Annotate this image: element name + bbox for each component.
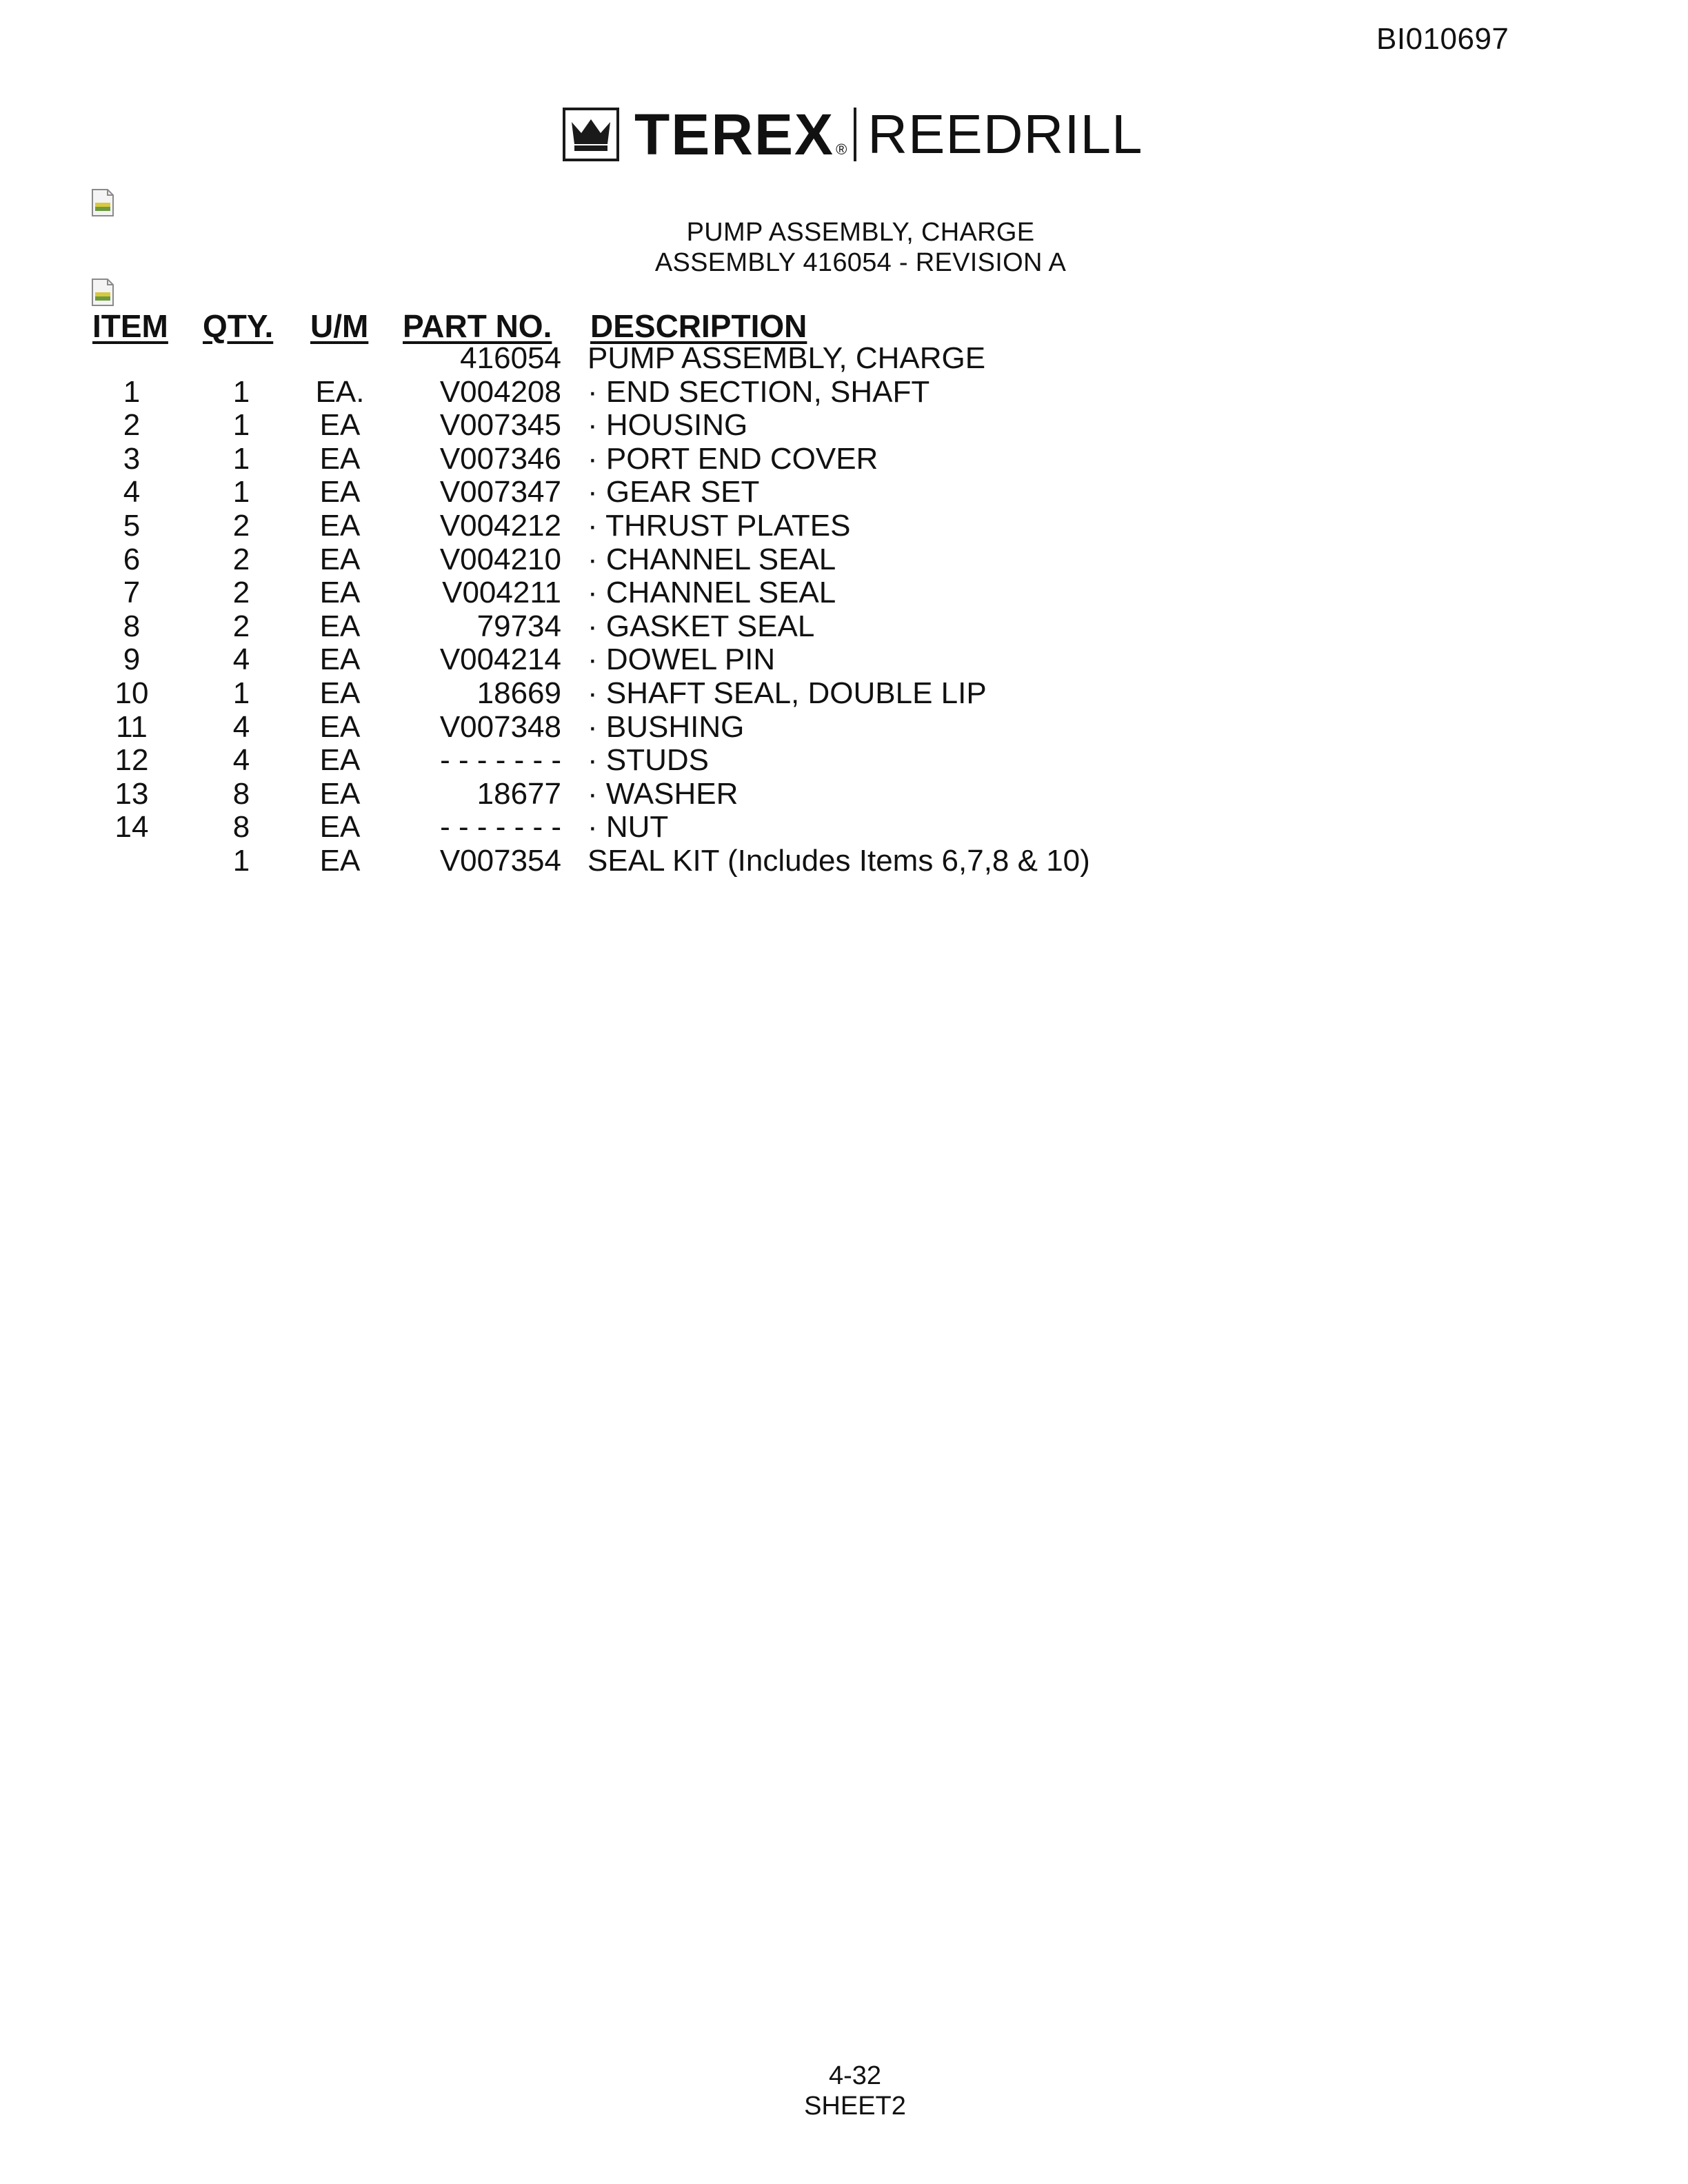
table-row xyxy=(0,476,1688,509)
assembly-title: PUMP ASSEMBLY, CHARGE xyxy=(686,218,1035,247)
qty-cell: 2 xyxy=(232,542,250,576)
description-cell: · THRUST PLATES xyxy=(587,508,851,543)
table-row xyxy=(0,576,1688,610)
table-row xyxy=(0,677,1688,711)
um-cell: EA xyxy=(319,441,361,476)
part-number-cell: - - - - - - - xyxy=(440,743,561,778)
item-cell: 8 xyxy=(123,609,141,643)
description-cell: · GEAR SET xyxy=(587,475,760,509)
terex-reedrill-logo xyxy=(563,103,1143,165)
table-row xyxy=(0,443,1688,476)
item-cell: 10 xyxy=(114,676,149,710)
item-cell: 3 xyxy=(123,441,141,476)
description-cell: · CHANNEL SEAL xyxy=(587,542,836,576)
brand-reedrill: REEDRILL xyxy=(867,103,1143,165)
item-cell: 13 xyxy=(114,776,149,811)
item-cell: 4 xyxy=(123,475,141,509)
table-row xyxy=(0,376,1688,410)
description-cell: · DOWEL PIN xyxy=(587,643,776,677)
document-id: BI010697 xyxy=(1376,22,1509,56)
qty-cell: 1 xyxy=(232,374,250,409)
description-cell: · END SECTION, SHAFT xyxy=(587,374,930,409)
part-number-cell: V004214 xyxy=(439,643,561,677)
part-number-cell: - - - - - - - xyxy=(440,810,561,845)
document-image-icon[interactable] xyxy=(91,189,114,216)
item-cell: 7 xyxy=(123,576,141,610)
item-cell: 11 xyxy=(116,709,148,744)
description-cell: · WASHER xyxy=(587,776,738,811)
description-cell: · GASKET SEAL xyxy=(587,609,815,643)
part-number-cell: V007346 xyxy=(439,441,561,476)
um-cell: EA xyxy=(319,576,361,610)
item-cell: 9 xyxy=(123,643,141,677)
terex-crown-icon xyxy=(563,108,619,161)
document-image-icon[interactable] xyxy=(91,279,114,306)
um-cell: EA xyxy=(319,508,361,543)
item-cell: 1 xyxy=(123,374,141,409)
assembly-revision: ASSEMBLY 416054 - REVISION A xyxy=(654,248,1067,277)
um-cell: EA xyxy=(319,408,361,443)
header-qty: QTY. xyxy=(203,308,274,344)
qty-cell: 1 xyxy=(232,408,250,443)
parts-table xyxy=(0,342,1688,878)
part-number-cell: V004210 xyxy=(439,542,561,576)
part-number-cell: V004211 xyxy=(442,576,561,610)
um-cell: EA xyxy=(319,542,361,576)
qty-cell: 1 xyxy=(232,843,250,878)
description-cell: · PORT END COVER xyxy=(587,441,878,476)
qty-cell: 1 xyxy=(232,676,250,710)
page-number: 4-32 xyxy=(828,2061,882,2090)
um-cell: EA xyxy=(319,743,361,778)
description-cell: SEAL KIT (Includes Items 6,7,8 & 10) xyxy=(587,843,1090,878)
um-cell: EA xyxy=(319,776,361,811)
part-number-cell: V004208 xyxy=(439,374,561,409)
um-cell: EA xyxy=(319,709,361,744)
description-cell: · HOUSING xyxy=(587,408,748,443)
table-row xyxy=(0,845,1688,878)
part-number-cell: V007348 xyxy=(439,709,561,744)
qty-cell: 8 xyxy=(232,776,250,811)
table-row xyxy=(0,543,1688,577)
qty-cell: 4 xyxy=(232,709,250,744)
part-number-cell: 79734 xyxy=(476,609,561,643)
table-row xyxy=(0,643,1688,677)
qty-cell: 4 xyxy=(232,643,250,677)
part-number-cell: 18677 xyxy=(476,776,561,811)
qty-cell: 2 xyxy=(232,576,250,610)
description-cell: · BUSHING xyxy=(587,709,745,744)
sheet-label: SHEET2 xyxy=(804,2092,906,2121)
description-cell: · SHAFT SEAL, DOUBLE LIP xyxy=(587,676,987,710)
header-um: U/M xyxy=(310,308,369,344)
qty-cell: 8 xyxy=(232,810,250,845)
description-cell: · CHANNEL SEAL xyxy=(587,576,836,610)
table-row xyxy=(0,509,1688,543)
qty-cell: 2 xyxy=(232,508,250,543)
qty-cell: 4 xyxy=(232,743,250,778)
table-row xyxy=(0,610,1688,644)
description-cell: · NUT xyxy=(587,810,669,845)
part-number-cell: V007345 xyxy=(439,408,561,443)
description-cell: PUMP ASSEMBLY, CHARGE xyxy=(587,341,986,375)
table-row xyxy=(0,811,1688,845)
um-cell: EA xyxy=(319,609,361,643)
header-item: ITEM xyxy=(92,308,168,344)
item-cell: 14 xyxy=(114,810,149,845)
qty-cell: 1 xyxy=(232,475,250,509)
table-row xyxy=(0,342,1688,376)
registered-mark: ® xyxy=(836,141,847,158)
item-cell: 5 xyxy=(123,508,141,543)
table-row xyxy=(0,711,1688,745)
um-cell: EA xyxy=(319,843,361,878)
um-cell: EA xyxy=(319,810,361,845)
description-cell: · STUDS xyxy=(587,743,709,778)
qty-cell: 1 xyxy=(232,441,250,476)
table-row xyxy=(0,778,1688,811)
logo-divider xyxy=(854,108,856,161)
brand-terex: TEREX xyxy=(634,102,835,167)
item-cell: 12 xyxy=(114,743,149,778)
header-part-no: PART NO. xyxy=(403,308,552,344)
table-row xyxy=(0,744,1688,778)
item-cell: 6 xyxy=(123,542,141,576)
part-number-cell: V004212 xyxy=(439,508,561,543)
item-cell: 2 xyxy=(123,408,141,443)
qty-cell: 2 xyxy=(232,609,250,643)
um-cell: EA. xyxy=(315,374,365,409)
um-cell: EA xyxy=(319,643,361,677)
um-cell: EA xyxy=(319,676,361,710)
part-number-cell: V007354 xyxy=(439,843,561,878)
part-number-cell: 416054 xyxy=(460,341,561,375)
part-number-cell: 18669 xyxy=(476,676,561,710)
header-description: DESCRIPTION xyxy=(590,308,807,344)
part-number-cell: V007347 xyxy=(439,475,561,509)
table-row xyxy=(0,409,1688,443)
um-cell: EA xyxy=(319,475,361,509)
